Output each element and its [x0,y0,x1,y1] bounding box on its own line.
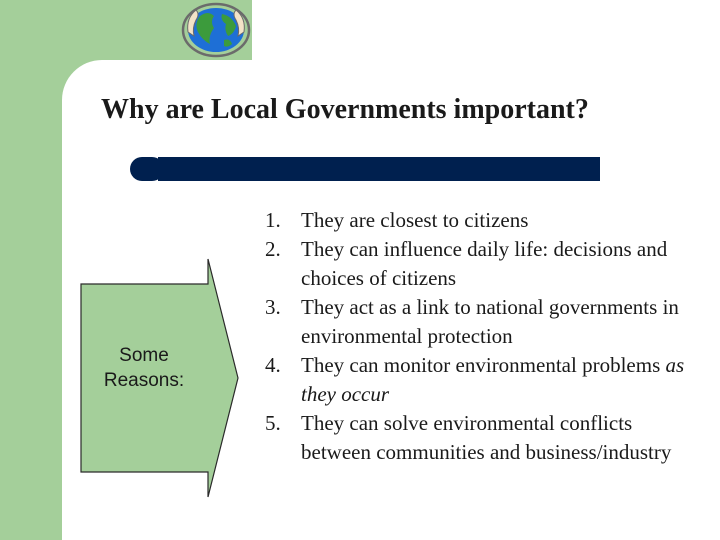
list-item [265,351,691,409]
slide-title: Why are Local Governments important? [101,94,589,125]
arrow-label-line-1: Some [119,345,169,366]
list-text: They can solve environmental conflicts between communities and business/industry [301,411,672,464]
list-number: 3. [265,295,281,319]
arrow-label-line-2: Reasons: [103,370,185,391]
title-rule [158,157,600,181]
list-text: They can monitor environmental problems [301,353,666,377]
globe-with-hands-icon [180,2,252,58]
list-item [265,206,691,235]
list-text: They can influence daily life: decisions and choices of citizens [301,237,668,290]
list-number: 2. [265,237,281,261]
list-text-emphasis: as they occur [301,353,685,406]
list-item [265,409,691,467]
list-text: They are closest to citizens [301,208,529,232]
reasons-list [265,206,691,467]
list-text: They act as a link to national governments in environmental protection [301,295,679,348]
frame-left-band [0,0,62,540]
list-item [265,293,691,351]
list-item [265,235,691,293]
arrow-label [88,343,200,393]
list-number: 1. [265,208,281,232]
list-number: 5. [265,411,281,435]
list-number: 4. [265,353,281,377]
